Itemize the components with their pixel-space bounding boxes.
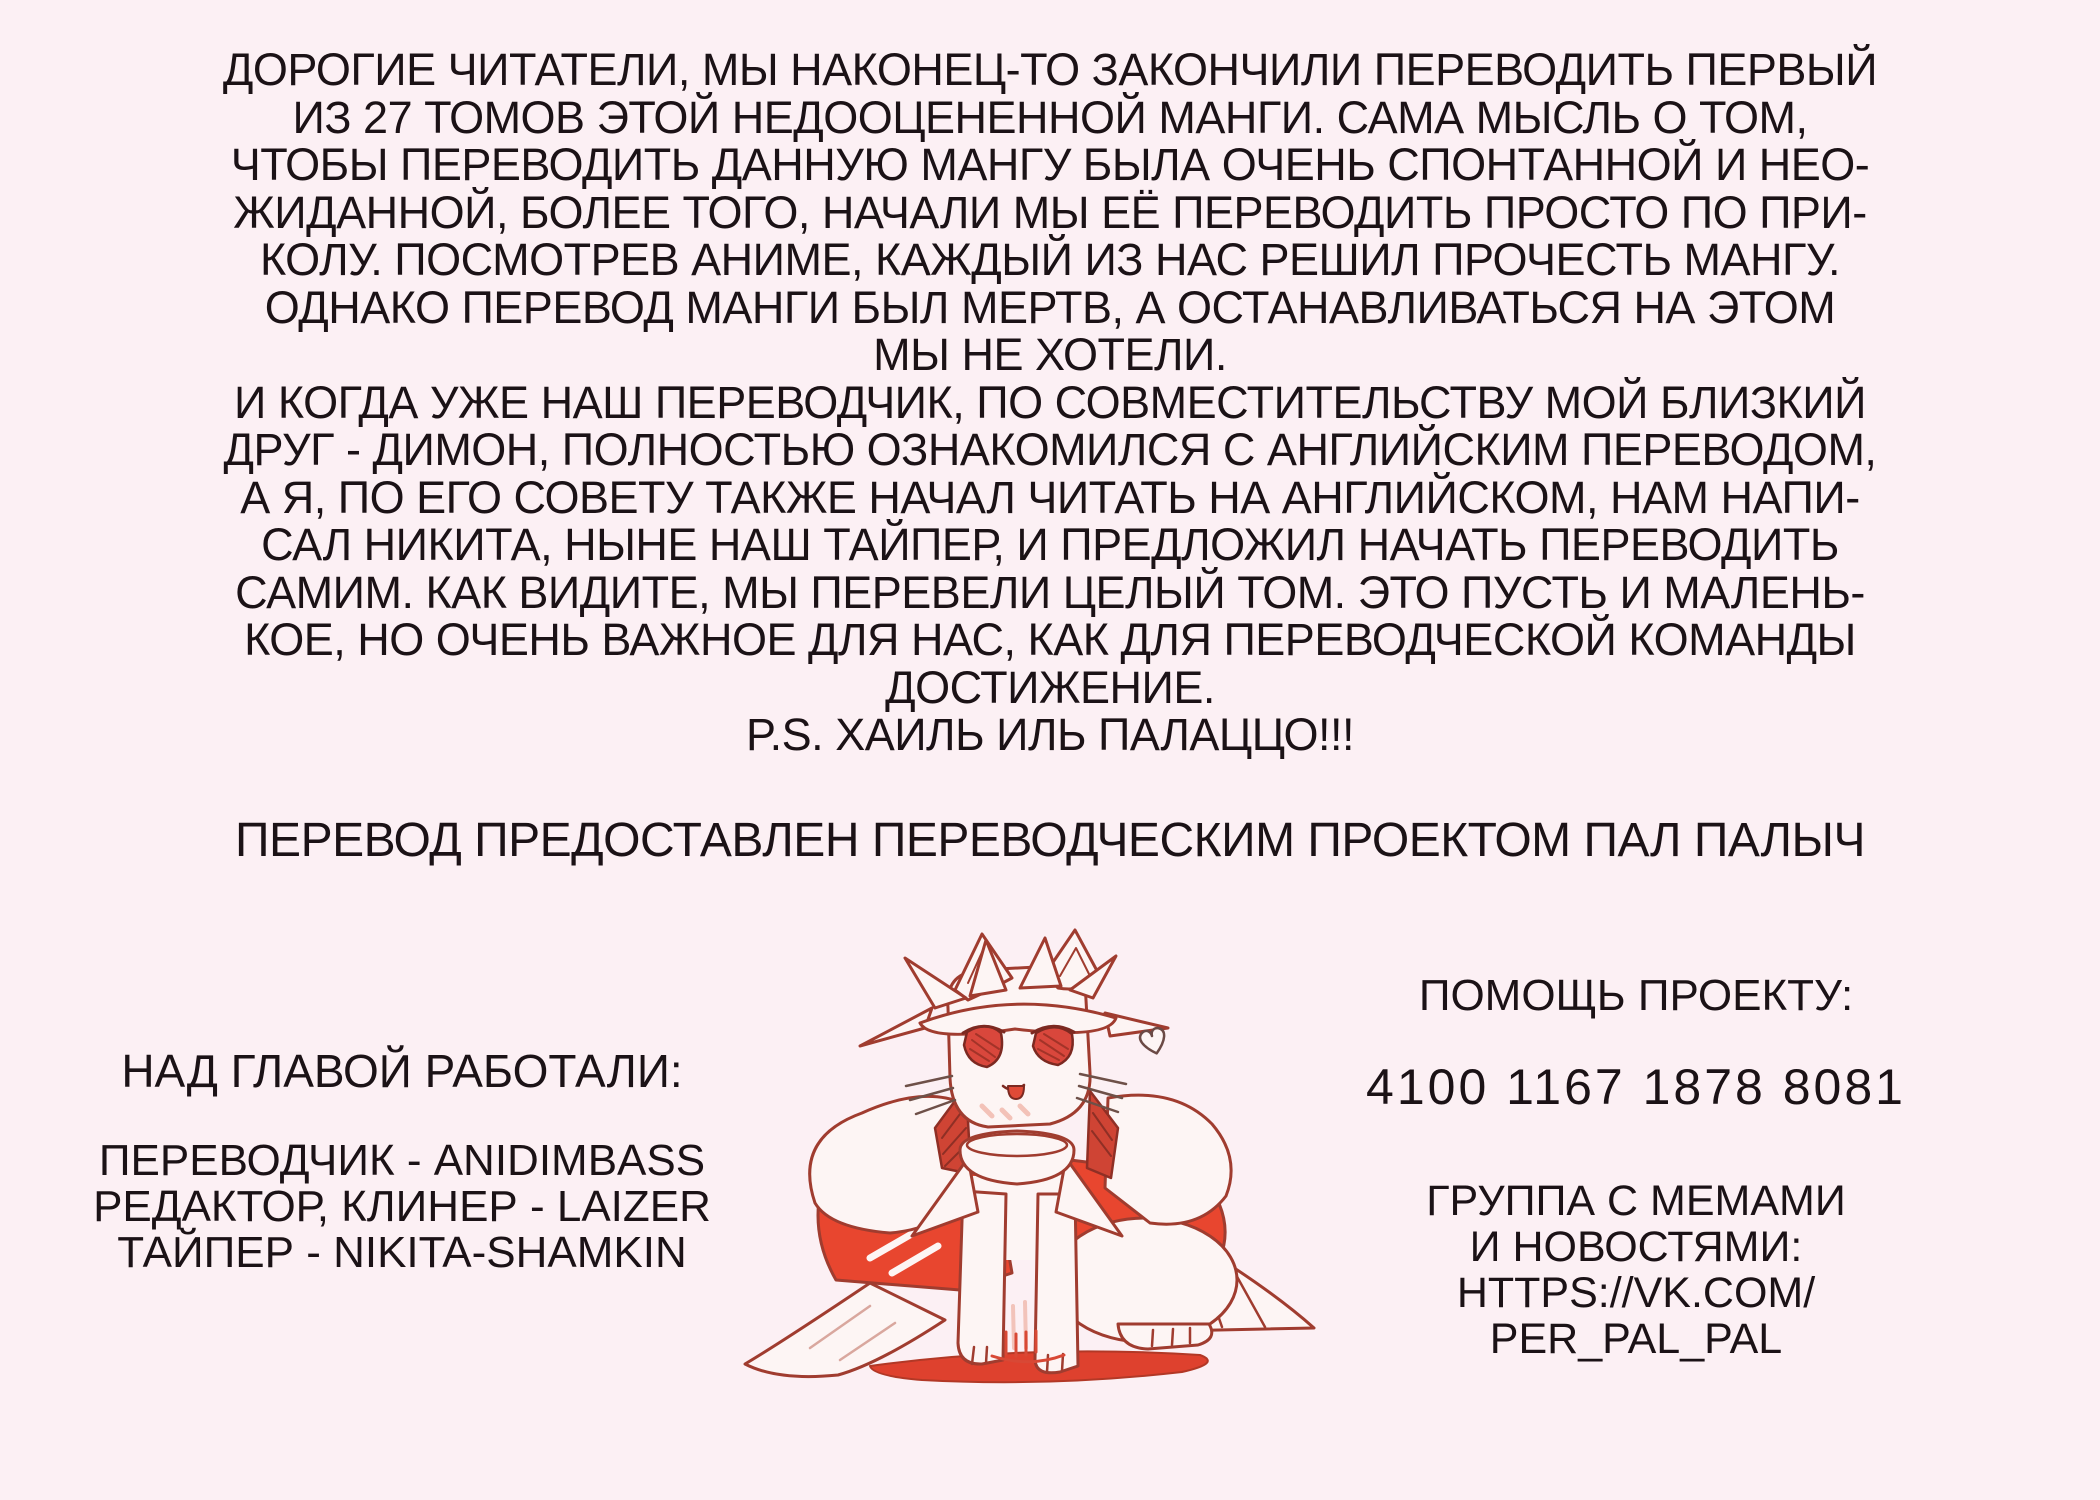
intro-line: ЖИДАННОЙ, БОЛЕЕ ТОГО, НАЧАЛИ МЫ ЕЁ ПЕРЕВОДИТЬ ПРОСТО ПО ПРИ- [233,186,1867,238]
intro-line: ИЗ 27 ТОМОВ ЭТОЙ НЕДООЦЕНЕННОЙ МАНГИ. САМА МЫСЛЬ О ТОМ, [292,91,1808,143]
intro-line: ОДНАКО ПЕРЕВОД МАНГИ БЫЛ МЕРТВ, А ОСТАНАВЛИВАТЬСЯ НА ЭТОМ [264,281,1836,333]
community-vk-url: HTTPS://VK.COM/ [1456,1269,1816,1317]
donation-wallet-number: 4100 1167 1878 8081 [1366,1059,1906,1115]
intro-line: ДОРОГИЕ ЧИТАТЕЛИ, МЫ НАКОНЕЦ-ТО ЗАКОНЧИЛИ ПЕРЕВОДИТЬ ПЕРВЫЙ [222,44,1878,95]
intro-line: САМИМ. КАК ВИДИТЕ, МЫ ПЕРЕВЕЛИ ЦЕЛЫЙ ТОМ. ЭТО ПУСТЬ И МАЛЕНЬ- [235,566,1865,618]
intro-line: ЧТОБЫ ПЕРЕВОДИТЬ ДАННУЮ МАНГУ БЫЛА ОЧЕНЬ СПОНТАННОЙ И НЕО- [230,139,1870,190]
donation-heading: ПОМОЩЬ ПРОЕКТУ: [1418,971,1854,1020]
community-vk-url: PER_PAL_PAL [1489,1315,1783,1363]
intro-line: И КОГДА УЖЕ НАШ ПЕРЕВОДЧИК, ПО СОВМЕСТИТЕЛЬСТВУ МОЙ БЛИЗКИЙ [234,376,1866,428]
cat-hind-leg [1053,1218,1237,1349]
intro-line-ps: P.S. ХАИЛЬ ИЛЬ ПАЛАЦЦО!!! [745,709,1355,760]
community-block [1336,1178,1936,1362]
credits-roles [22,1138,782,1276]
intro-line: ДРУГ - ДИМОН, ПОЛНОСТЬЮ ОЗНАКОМИЛСЯ С АНГЛИЙСКИМ ПЕРЕВОДОМ, [223,424,1877,475]
provider-line: ПЕРЕВОД ПРЕДОСТАВЛЕН ПЕРЕВОДЧЕСКИМ ПРОЕКТОМ ПАЛ ПАЛЫЧ [235,814,1865,867]
intro-text [0,46,2100,759]
credits-heading: НАД ГЛАВОЙ РАБОТАЛИ: [121,1045,683,1097]
intro-line: А Я, ПО ЕГО СОВЕТУ ТАКЖЕ НАЧАЛ ЧИТАТЬ НА АНГЛИЙСКОМ, НАМ НАПИ- [240,471,1860,523]
intro-line: КОЛУ. ПОСМОТРЕВ АНИМЕ, КАЖДЫЙ ИЗ НАС РЕШИЛ ПРОЧЕСТЬ МАНГУ. [259,234,1841,285]
intro-line: САЛ НИКИТА, НЫНЕ НАШ ТАЙПЕР, И ПРЕДЛОЖИЛ НАЧАТЬ ПЕРЕВОДИТЬ [261,519,1839,570]
community-line: И НОВОСТЯМИ: [1469,1223,1803,1271]
intro-line: КОЕ, НО ОЧЕНЬ ВАЖНОЕ ДЛЯ НАС, КАК ДЛЯ ПЕРЕВОДЧЕСКОЙ КОМАНДЫ [244,614,1856,665]
credits-role-editor-cleaner: РЕДАКТОР, КЛИНЕР - LAIZER [93,1182,711,1231]
heart-icon [1139,1027,1169,1057]
credits-role-translator: ПЕРЕВОДЧИК - ANIDIMBASS [98,1136,706,1185]
intro-line: ДОСТИЖЕНИЕ. [885,661,1215,713]
community-line: ГРУППА С МЕМАМИ [1426,1177,1846,1225]
credits-role-typesetter: ТАЙПЕР - NIKITA-SHAMKIN [117,1228,687,1277]
intro-line: МЫ НЕ ХОТЕЛИ. [873,329,1227,380]
cat-mascot-illustration [720,928,1360,1398]
